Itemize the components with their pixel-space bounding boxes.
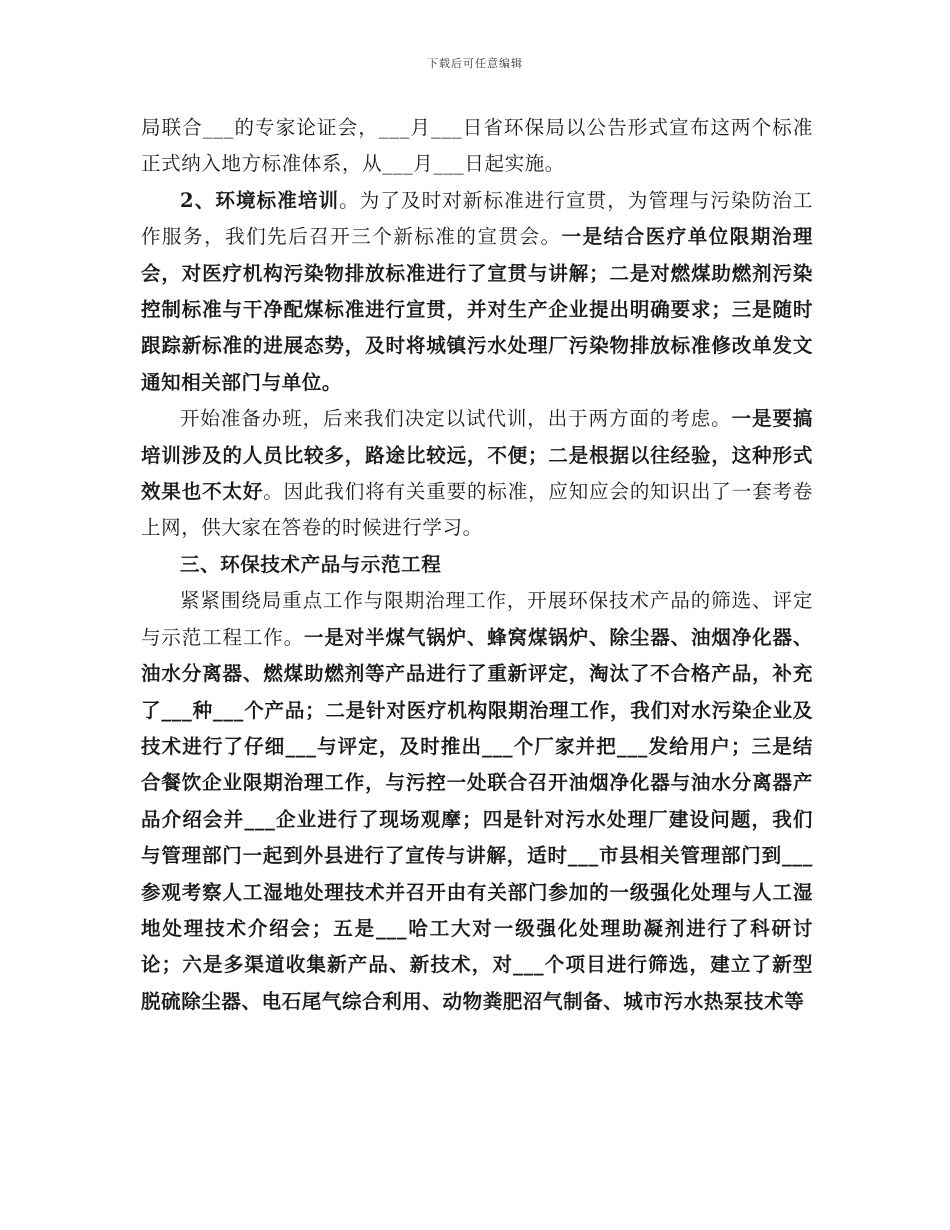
paragraph-3-conclusion: 。因此我们将有关重要的标准，应知应会的知识出了一套考卷上网，供大家在答卷的时候进行学习。 (141, 480, 813, 540)
paragraph-2-details: 一是结合医疗单位限期治理会，对医疗机构污染物排放标准进行了宣贯与讲解；二是对燃煤助燃剂污染控制标准与干净配煤标准进行宣贯，并对生产企业提出明确要求；三是随时跟踪新标准的进展态势，及时将城镇污水处理厂污染物排放标准修改单发文通知相关部门与单位。 (141, 225, 813, 394)
paragraph-3 (141, 401, 813, 547)
section-heading-3-text: 三、环保技术产品与示范工程 (180, 552, 442, 576)
paragraph-3-intro: 开始准备办班，后来我们决定以试代训，出于两方面的考虑。 (180, 407, 732, 431)
paragraph-5-intro: 紧紧围绕局重点工作与限期治理工作，开展环保技术产品的筛选、评定与示范工程工作。 (141, 589, 813, 649)
paragraph-1 (141, 110, 813, 183)
paragraph-2-intro: 。为了及时对新标准进行宣贯，为管理与污染防治工作服务，我们先后召开三个新标准的宣贯会。 (141, 188, 813, 249)
section-heading-training: 2、环境标准培训 (180, 188, 340, 212)
section-heading-3 (141, 547, 813, 583)
paragraph-5-details: 一是对半煤气锅炉、蜂窝煤锅炉、除尘器、油烟净化器、油水分离器、燃煤助燃剂等产品进行了重新评定，淘汰了不合格产品，补充了___种___个产品；二是针对医疗机构限期治理工作，我们对水污染企业及技术进行了仔细___与评定，及时推出___个厂家并把___发给用户；三是结合餐饮企业限期治理工作，与污控一处联合召开油烟净化器与油水分离器产品介绍会并___企业进行了现场观摩；四是针对污水处理厂建设问题，我们与管理部门一起到外县进行了宣传与讲解，适时___市县相关管理部门到___参观考察人工湿地处理技术并召开由有关部门参加的一级强化处理与人工湿地处理技术介绍会；五是___哈工大对一级强化处理助凝剂进行了科研讨论；六是多渠道收集新产品、新技术，对___个项目进行筛选，建立了新型脱硫除尘器、电石尾气综合利用、动物粪肥沼气制备、城市污水热泵技术等 (141, 625, 813, 1013)
paragraph-3-reasons: 一是要搞培训涉及的人员比较多，路途比较远，不便；二是根据以往经验，这种形式效果也不太好 (141, 407, 813, 504)
document-body (141, 110, 813, 1020)
paragraph-1-text: 局联合___的专家论证会，___月___日省环保局以公告形式宣布这两个标准正式纳入地方标准体系，从___月___日起实施。 (141, 116, 813, 176)
paragraph-2 (141, 183, 813, 401)
paragraph-5 (141, 583, 813, 1020)
page-header: 下载后可任意编辑 (427, 57, 523, 70)
